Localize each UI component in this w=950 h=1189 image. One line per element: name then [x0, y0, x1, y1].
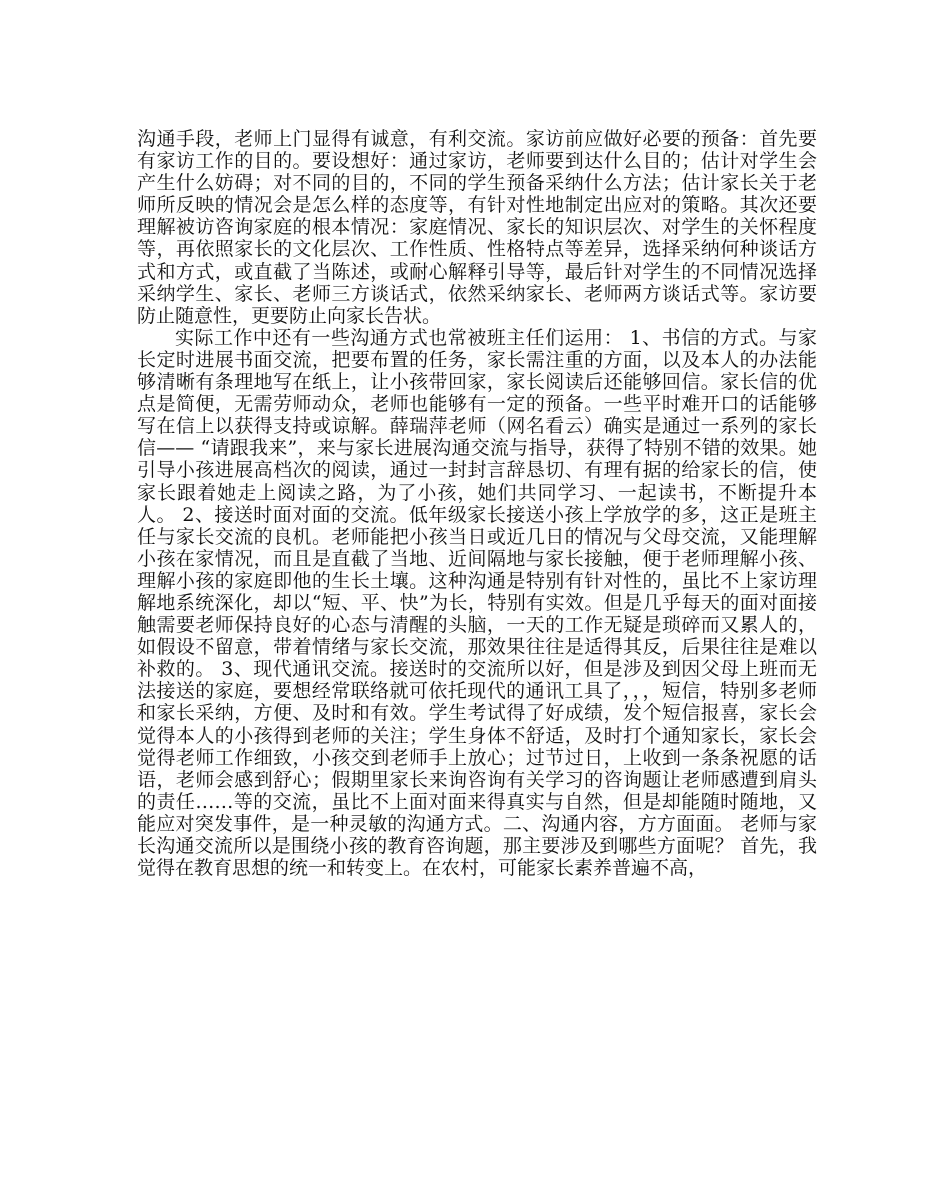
paragraph-communication-methods: 实际工作中还有一些沟通方式也常被班主任们运用： 1、书信的方式。与家长定时进展书面交流，把要布置的任务，家长需注重的方面，以及本人的办法能够清晰有条理地写在纸上，让小孩带回家，家长阅读后还能够回信。家长信的优点是简便，无需劳师动众，老师也能够有一定的预备。一些平时难开口的话能够写在信上以获得支持或谅解。薛瑞萍老师（网名看云）确实是通过一系列的家长信—— “请跟我来”，来与家长进展沟通交流与指导，获得了特别不错的效果。她引导小孩进展高档次的阅读，通过一封封言辞恳切、有理有据的给家长的信，使家长跟着她走上阅读之路，为了小孩，她们共同学习、一起读书，不断提升本人。 2、接送时面对面的交流。低年级家长接送小孩上学放学的多，这正是班主任与家长交流的良机。老师能把小孩当日或近几日的情况与父母交流，又能理解小孩在家情况，而且是直截了当地、近间隔地与家长接触，便于老师理解小孩、理解小孩的家庭即他的生长土壤。这种沟通是特别有针对性的，虽比不上家访理解地系统深化，却以“短、平、快”为长，特别有实效。但是几乎每天的面对面接触需要老师保持良好的心态与清醒的头脑，一天的工作无疑是琐碎而又累人的，如假设不留意，带着情绪与家长交流，那效果往往是适得其反，后果往往是难以补救的。 3、现代通讯交流。接送时的交流所以好，但是涉及到因父母上班而无法接送的家庭，要想经常联络就可依托现代的通讯工具了，，，短信，特别多老师和家长采纳，方便、及时和有效。学生考试得了好成绩，发个短信报喜，家长会觉得本人的小孩得到老师的关注；学生身体不舒适，及时打个通知家长，家长会觉得老师工作细致，小孩交到老师手上放心；过节过日，上收到一条条祝愿的话语，老师会感到舒心；假期里家长来询咨询有关学习的咨询题让老师感遭到肩头的责任……等的交流，虽比不上面对面来得真实与自然，但是却能随时随地，又能应对突发事件，是一种灵敏的沟通方式。二、沟通内容，方方面面。 老师与家长沟通交流所以是围绕小孩的教育咨询题，那主要涉及到哪些方面呢？ 首先，我觉得在教育思想的统一和转变上。在农村，可能家长素养普遍不高， [137, 326, 817, 880]
paragraph-home-visit: 沟通手段，老师上门显得有诚意，有利交流。家访前应做好必要的预备：首先要有家访工作的目的。要设想好：通过家访，老师要到达什么目的；估计对学生会产生什么妨碍；对不同的目的，不同的学生预备采纳什么方法；估计家长关于老师所反映的情况会是怎么样的态度等，有针对性地制定出应对的策略。其次还要理解被访咨询家庭的根本情况：家庭情况、家长的知识层次、对学生的关怀程度等，再依照家长的文化层次、工作性质、性格特点等差异，选择采纳何种谈话方式和方式，或直截了当陈述，或耐心解释引导等，最后针对学生的不同情况选择采纳学生、家长、老师三方谈话式，依然采纳家长、老师两方谈话式等。家访要防止随意性，更要防止向家长告状。 [137, 128, 817, 327]
body-text [137, 128, 817, 879]
